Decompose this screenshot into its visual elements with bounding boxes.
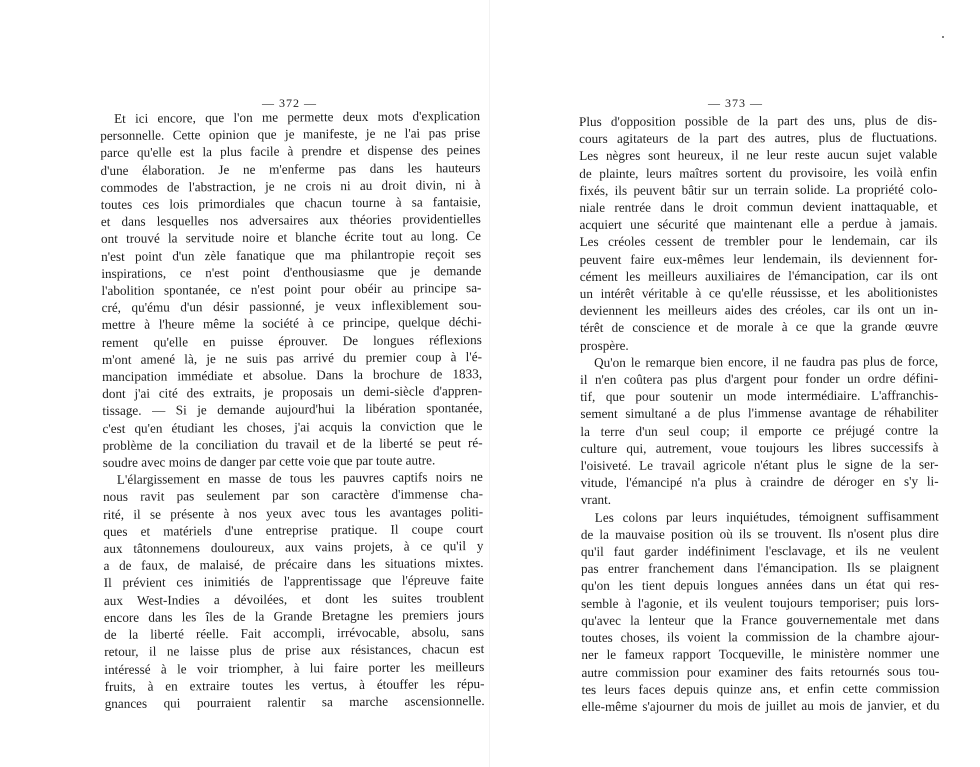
text-line: nous ravit pas seulement par son caractère d'immense cha- — [102, 486, 484, 505]
page-number: — 373 — — [708, 96, 763, 110]
page-number: — 372 — — [262, 96, 317, 110]
text-line: Il prévient ces inimitiés de l'apprentissage que l'épreuve faite — [103, 572, 484, 591]
page-text — [100, 107, 485, 712]
page-text — [579, 111, 940, 715]
text-line: d'une élaboration. Je ne m'enferme pas dans les hauteurs — [100, 159, 481, 178]
text-line: aux tâtonnemens douloureux, aux vains projets, à ce qu'il y — [103, 538, 484, 557]
text-line: l'abolition spontanée, ce n'est point pour obéir au principe sa- — [101, 280, 482, 299]
text-line: cours agitateurs de la part des autres, plus de fluctuations. — [579, 129, 938, 147]
text-line: peuvent faire eux-mêmes leur lendemain, ils deviennent for- — [579, 250, 938, 267]
right-page — [490, 0, 980, 767]
text-line: fixés, ils peuvent bâtir sur un terrain solide. La propriété colo- — [579, 181, 938, 198]
text-line: vrant. — [580, 492, 612, 508]
text-line: fruits, à en extraire toutes les vertus, à étouffer les répu- — [104, 675, 485, 694]
text-line: prospère. — [579, 337, 629, 353]
text-line: retour, il ne laisse plus de prise aux résistances, chacun est — [104, 641, 485, 660]
text-line: inspirations, ce n'est point d'enthousiasme que je demande — [101, 262, 482, 281]
text-line: Et ici encore, que l'on me permette deux mots d'explication — [114, 108, 481, 126]
text-line: la terre d'un seul coup; il emporte ce préjugé contre la — [580, 422, 939, 439]
text-line: il n'en coûtera pas plus d'argent pour fonder un ordre défini- — [580, 370, 939, 388]
text-line: soudre avec moins de danger par cette voie que par toute autre. — [102, 452, 436, 471]
text-line: de la mauvaise position où ils se trouvent. Ils n'osent plus dire — [580, 525, 939, 542]
text-line: elle-même s'ajourner du mois de juillet au mois de janvier, et du — [581, 697, 940, 714]
scan-speck — [942, 36, 944, 38]
text-line: ont trouvé la servitude noire et blanche écrite tout au long. Ce — [100, 228, 482, 247]
text-line: térêt de conscience et de morale à ce que la grande œuvre — [579, 318, 938, 336]
text-line: un intérêt véritable à ce qu'elle réussisse, et les abolitionistes — [579, 284, 938, 302]
text-line: aux West-Indies a dévoilées, et dont les suites troublent — [103, 589, 484, 608]
text-line: Les créoles cessent de trembler pour le lendemain, car ils — [579, 232, 938, 250]
text-line: Qu'on le remarque bien encore, il ne faudra pas plus de force, — [594, 353, 939, 370]
text-line: ner le fameux rapport Tocqueville, le ministère nommer une — [581, 645, 940, 663]
text-line: ques et matériels d'une entreprise pratique. Il coupe court — [103, 520, 484, 539]
text-line: personnelle. Cette opinion que je manifeste, je ne l'ai pas prise — [100, 125, 481, 144]
text-line: commodes de l'abstraction, je ne crois ni au droit divin, ni à — [100, 176, 481, 195]
text-line: tif, que pour soutenir un mode intermédiaire. L'affranchis- — [580, 387, 939, 405]
text-line: problème de la conciliation du travail et de la liberté se peut ré- — [102, 434, 483, 453]
text-line: L'élargissement en masse de tous les pauvres captifs noirs ne — [116, 469, 483, 488]
text-line: qu'il faut garder indéfiniment l'esclavage, et ils ne veulent — [580, 542, 939, 560]
text-line: gnances qui pourraient ralentir sa marche ascensionnelle. — [104, 692, 485, 711]
text-line: de la liberté réelle. Fait accompli, irrévocable, absolu, sans — [104, 624, 485, 643]
text-line: de plainte, leurs maîtres sortent du provisoire, les voilà enfin — [579, 164, 938, 181]
text-line: m'ont amené là, je ne suis pas arrivé du premier coup à l'é- — [101, 348, 483, 367]
text-line: vitude, l'émancipé n'a plus à craindre de déroger en s'y li- — [580, 473, 939, 491]
text-line: et dans lesquelles nos adversaires aux théories providentielles — [100, 211, 481, 230]
text-line: Les colons par leurs inquiétudes, témoignent suffisamment — [594, 508, 939, 525]
text-line: rité, il se présente à nos yeux avec tous les avantages politi- — [103, 503, 484, 522]
text-line: autre commission pour examiner des faits retournés sous tou- — [581, 662, 940, 680]
text-line: sement simultané a de plus l'immense avantage de réhabiliter — [580, 404, 939, 422]
text-line: encore dans les îles de la Grande Bretagne les premiers jours — [103, 606, 485, 625]
text-line: mettre à l'heure même la société à ce principe, quelque déchi- — [101, 314, 482, 333]
text-line: toutes choses, ils voient la commission de la chambre ajour- — [581, 628, 940, 646]
text-line: qu'avec la lenteur que la France gouvernementale met dans — [581, 611, 940, 628]
text-line: intéressé à le voir triompher, à lui faire porter les meilleurs — [104, 658, 485, 677]
text-line: acquiert une sécurité que maintenant elle a perdue à jamais. — [579, 215, 938, 233]
text-line: Les nègres sont heureux, il ne leur reste aucun sujet valable — [579, 146, 938, 164]
text-line: Plus d'opposition possible de la part des uns, plus de dis- — [579, 112, 938, 129]
text-line: cément les meilleurs auxiliaires de l'émancipation, car ils ont — [579, 267, 938, 284]
text-line: parce qu'elle est la plus facile à prendre et dispense des peines — [100, 142, 481, 161]
text-line: l'oisiveté. Le travail agricole n'étant plus le signe de la ser- — [580, 456, 939, 474]
text-line: c'est qu'en étudiant les choses, j'ai acquis la conviction que le — [102, 417, 483, 436]
text-line: tissage. — Si je demande aujourd'hui la libération spontanée, — [102, 400, 483, 419]
text-line: deviennent les meilleurs aides des créoles, car ils ont un in- — [579, 301, 938, 319]
text-line: toutes ces lois primordiales que chacun tourne à sa fantaisie, — [100, 194, 481, 213]
text-line: qu'on les tient depuis longues années dans un état qui res- — [581, 576, 940, 594]
text-line: cré, qu'ému d'un désir passionné, je veux inflexiblement sou- — [101, 297, 482, 316]
text-line: pas entrer franchement dans l'émancipation. Ils se plaignent — [580, 559, 940, 577]
text-line: n'est point d'un zèle fanatique que ma philantropie reçoit ses — [101, 245, 482, 264]
text-line: rement qu'elle en puisse éprouver. De longues réflexions — [101, 331, 482, 350]
text-line: semble à l'agonie, et ils veulent toujours temporiser; puis lors- — [581, 594, 940, 611]
text-line: niale rentrée dans le droit commun devient inattaquable, et — [579, 198, 938, 216]
text-line: mancipation immédiate et absolue. Dans la brochure de 1833, — [102, 366, 483, 385]
text-line: a de faux, de malaisé, de précaire dans les situations mixtes. — [103, 555, 484, 574]
text-line: culture qui, autrement, voue toujours les libres successifs à — [580, 439, 939, 456]
text-line: tes leurs faces depuis quinze ans, et enfin cette commission — [581, 680, 940, 697]
text-line: dont j'ai cité des extraits, je proposais un demi-siècle d'appren- — [102, 383, 483, 402]
